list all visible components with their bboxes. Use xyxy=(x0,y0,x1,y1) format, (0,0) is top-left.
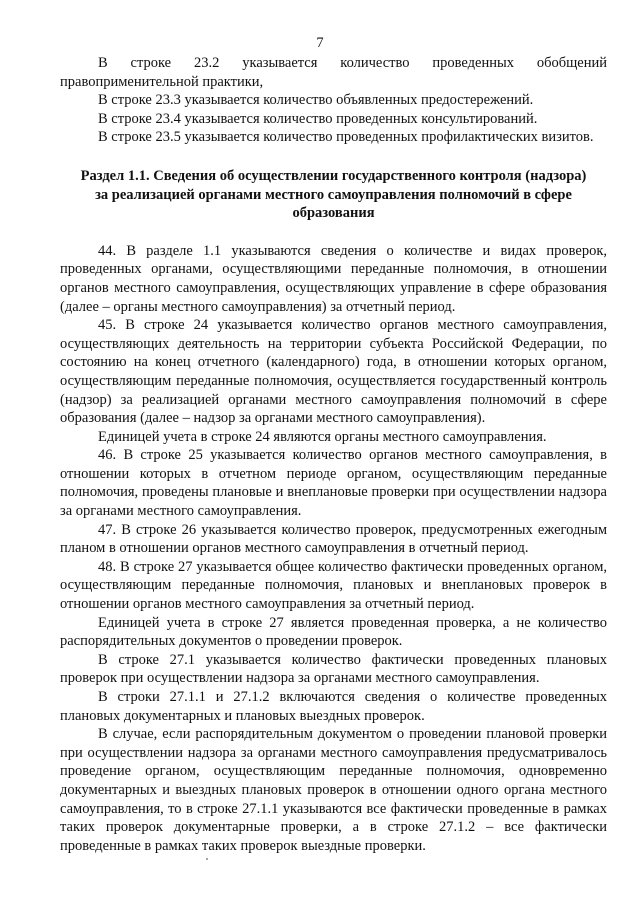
paragraph-line-23-5: В строке 23.5 указывается количество проведенных профилактических визитов. xyxy=(98,129,594,146)
paragraph-item-44: 44. В разделе 1.1 указываются сведения о количестве и видах проверок, проведенных органами, осуществляющими переданные полномочия, в отношении органов местного самоуправления, осуществляющих управление в сфере образования (далее – органы местного самоуправления) за отчетный период. xyxy=(60,242,607,315)
paragraph-item-47: 47. В строке 26 указывается количество проверок, предусмотренных ежегодным планом в отношении органов местного самоуправления в отчетный период. xyxy=(60,521,607,557)
paragraph-lines-27-1-1-and-27-1-2: В строки 27.1.1 и 27.1.2 включаются сведения о количестве проведенных плановых документарных и плановых выездных проверок. xyxy=(60,689,607,724)
paragraph-line-27-1: В строке 27.1 указывается количество фактически проведенных плановых проверок при осуществлении надзора за органами местного самоуправления. xyxy=(60,651,607,687)
paragraph-line-23-2: В строке 23.2 указывается количество проведенных обобщений правоприменительной практики, xyxy=(60,55,607,90)
paragraph-unit-line-24: Единицей учета в строке 24 являются органы местного самоуправления. xyxy=(98,428,547,445)
section-heading: Раздел 1.1. Сведения об осуществлении государственного контроля (надзора) за реализацией органами местного самоуправления полномочий в сфере образования xyxy=(80,167,587,222)
paragraph-item-48: 48. В строке 27 указывается общее количество фактически проведенных органом, осуществляющим переданные полномочия, плановых и внеплановых проверок в отношении органов местного самоуправления за отчетный период. xyxy=(60,558,607,613)
paragraph-line-23-3: В строке 23.3 указывается количество объявленных предостережений. xyxy=(98,92,534,109)
paragraph-unit-line-27: Единицей учета в строке 27 является проведенная проверка, а не количество распорядительных документов о проведении проверок. xyxy=(60,614,607,650)
paragraph-combined-inspections: В случае, если распорядительным документом о проведении плановой проверки при осуществлении надзора за органами местного самоуправления предусматривалось проведение органом, осуществляющим переданные полномочия, одновременно документарных и выездных плановых проверок в отношении одного органа местного самоуправления, то в строке 27.1.1 указываются все фактически проведенные в рамках таких проверок документарные проверки, а в строке 27.1.2 – все фактически проведенные в рамках таких проверок выездные проверки. xyxy=(60,726,607,854)
page-number: 7 xyxy=(316,35,324,51)
scan-speck xyxy=(206,858,208,860)
paragraph-item-46: 46. В строке 25 указывается количество органов местного самоуправления, в отношении которых в отчетном периоде органом, осуществляющим переданные полномочия, проведены плановые и внеплановые проверки при осуществлении надзора за органами местного самоуправления. xyxy=(60,447,607,520)
document-body xyxy=(60,54,607,855)
paragraph-line-23-4: В строке 23.4 указывается количество проведенных консультирований. xyxy=(98,110,538,127)
paragraph-item-45: 45. В строке 24 указывается количество органов местного самоуправления, осуществляющих деятельность на территории субъекта Российской Федерации, по состоянию на конец отчетного (календарного) года, в отношении которых органом, осуществляющим переданные полномочия, осуществляется государственный контроль (надзор) за реализацией органами местного самоуправления полномочий в сфере образования (далее – надзор за органами местного самоуправления). xyxy=(60,317,607,427)
